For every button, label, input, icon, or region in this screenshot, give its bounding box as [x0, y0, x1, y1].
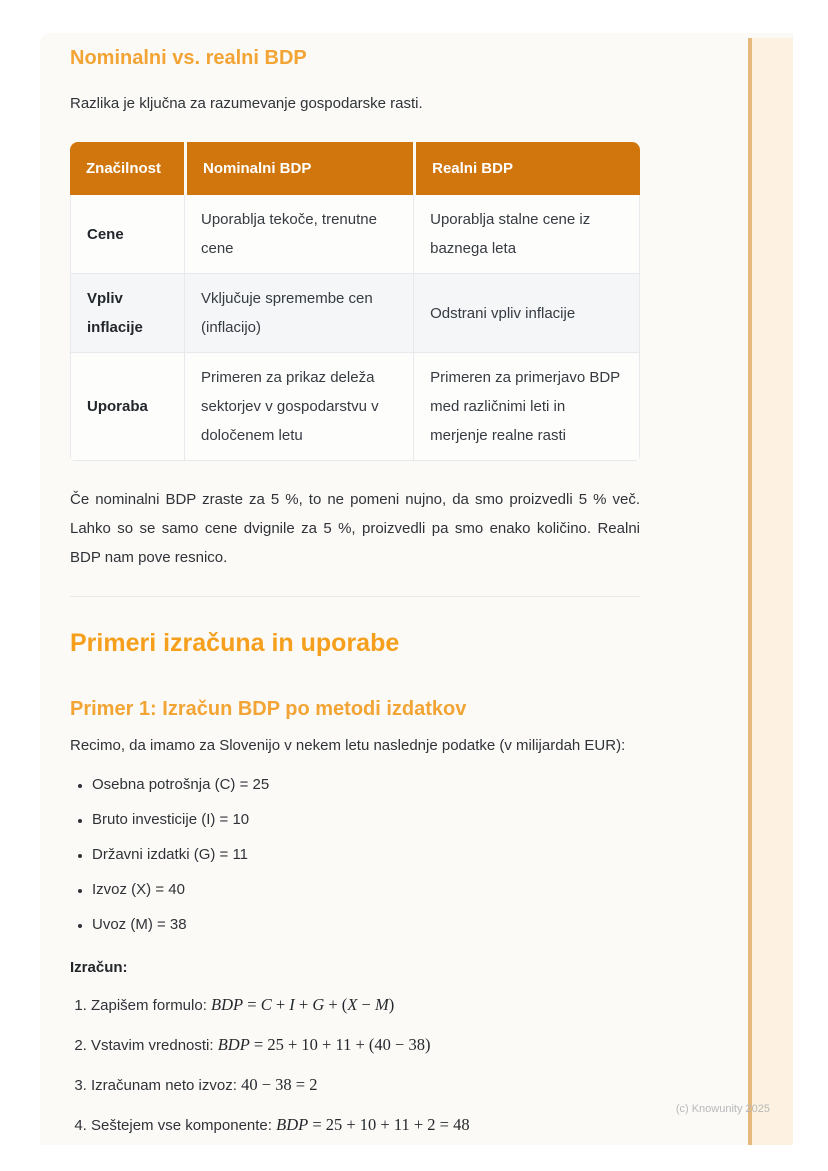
- comparison-table: [70, 142, 640, 461]
- calculation-step: [91, 1113, 640, 1137]
- document-page: [40, 33, 793, 1145]
- copyright-watermark: (c) Knowunity 2025: [675, 1103, 770, 1115]
- calculation-label: Izračun:: [70, 959, 128, 976]
- section-title-nominal-vs-real: Nominalni vs. realni BDP: [70, 47, 307, 69]
- step-formula: BDP = 25 + 10 + 11 + (40 − 38): [217, 1035, 431, 1054]
- section-divider: [70, 596, 640, 597]
- cell-feature: Cene: [70, 195, 184, 274]
- table-row: [70, 274, 640, 353]
- cell-feature: Vpliv inflacije: [70, 274, 184, 353]
- cell-nominal: Uporablja tekoče, trenutne cene: [184, 195, 413, 274]
- list-item: • Državni izdatki (G) = 11: [92, 844, 640, 865]
- table-header-nominal: Nominalni BDP: [184, 142, 413, 195]
- table-header-feature: Značilnost: [70, 142, 184, 195]
- page-content: [70, 33, 640, 1153]
- step-text: Seštejem vse komponente:: [91, 1117, 277, 1134]
- table-header-row: [70, 142, 640, 195]
- step-text: Zapišem formulo:: [91, 997, 212, 1014]
- list-item: • Bruto investicije (I) = 10: [92, 809, 640, 830]
- example1-intro-paragraph: Recimo, da imamo za Slovenijo v nekem letu naslednje podatke (v milijardah EUR):: [70, 737, 626, 754]
- cell-real: Uporablja stalne cene iz baznega leta: [413, 195, 640, 274]
- cell-real: Odstrani vpliv inflacije: [413, 274, 640, 353]
- step-formula: 40 − 38 = 2: [241, 1075, 318, 1094]
- section-title-examples: Primeri izračuna in uporabe: [70, 629, 400, 657]
- step-formula: BDP = C + I + G + (X − M): [211, 995, 395, 1014]
- section-intro-paragraph: Razlika je ključna za razumevanje gospodarske rasti.: [70, 95, 423, 112]
- example1-title: Primer 1: Izračun BDP po metodi izdatkov: [70, 698, 467, 720]
- decorative-side-band: [748, 38, 793, 1145]
- step-text: Vstavim vrednosti:: [91, 1037, 218, 1054]
- cell-feature: Uporaba: [70, 353, 184, 461]
- table-row: [70, 195, 640, 274]
- table-row: [70, 353, 640, 461]
- list-item: • Osebna potrošnja (C) = 25: [92, 774, 640, 795]
- cell-nominal: Primeren za prikaz deleža sektorjev v gospodarstvu v določenem letu: [184, 353, 413, 461]
- list-item: • Izvoz (X) = 40: [92, 879, 640, 900]
- comparison-table-wrapper: [70, 142, 640, 461]
- conclusion-paragraph: Če nominalni BDP zraste za 5 %, to ne pomeni nujno, da smo proizvedli 5 % več. Lahko so se samo cene dvignile za 5 %, proizvedli pa smo enako količino. Realni BDP nam pove resnico.: [70, 491, 640, 566]
- list-item: • Uvoz (M) = 38: [92, 914, 640, 935]
- cell-nominal: Vključuje spremembe cen (inflacijo): [184, 274, 413, 353]
- example1-data-list: [70, 774, 640, 935]
- step-formula: BDP = 25 + 10 + 11 + 2 = 48: [276, 1115, 470, 1134]
- cell-real: Primeren za primerjavo BDP med različnimi leti in merjenje realne rasti: [413, 353, 640, 461]
- table-header-real: Realni BDP: [413, 142, 640, 195]
- calculation-step: [91, 1033, 640, 1057]
- calculation-step: [91, 1073, 640, 1097]
- calculation-steps-list: [70, 993, 640, 1137]
- step-text: Izračunam neto izvoz:: [91, 1077, 242, 1094]
- calculation-step: [91, 993, 640, 1017]
